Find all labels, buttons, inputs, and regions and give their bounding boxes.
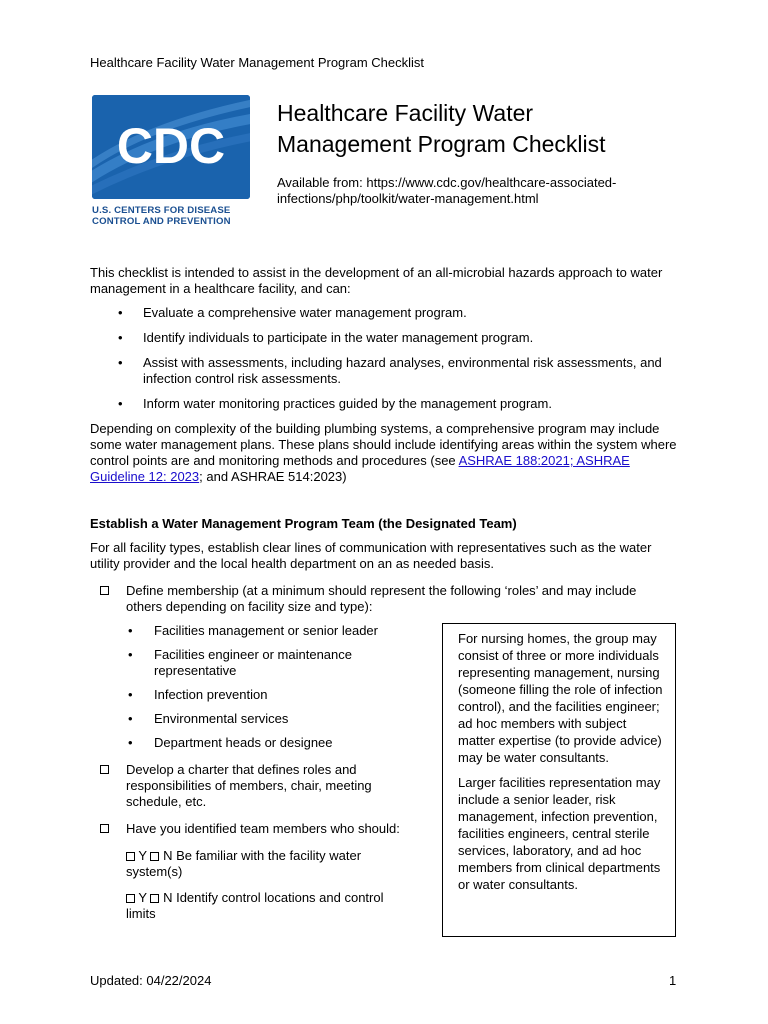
list-item: • Infection prevention: [128, 687, 268, 702]
list-item: • Department heads or designee: [128, 735, 333, 750]
available-line-1: Available from: https://www.cdc.gov/healthcare-associated-: [277, 175, 617, 190]
title-line-1: Healthcare Facility Water: [277, 100, 534, 126]
list-item: • Inform water monitoring practices guided by the management program.: [118, 396, 552, 411]
list-item: • Identify individuals to participate in the water management program.: [118, 330, 534, 345]
available-line-2: infections/php/toolkit/water-management.html: [277, 191, 539, 206]
logo-line-1: U.S. CENTERS FOR DISEASE: [92, 205, 231, 216]
section-heading: Establish a Water Management Program Team (the Designated Team): [90, 516, 517, 531]
yes-checkbox[interactable]: [126, 894, 135, 903]
cdc-logo-mark: [92, 95, 250, 199]
available-from: [277, 175, 697, 207]
note-box: [442, 623, 676, 937]
cdc-logo: [92, 95, 252, 227]
ashrae-link[interactable]: ASHRAE 188:2021; ASHRAE Guideline 12: 2023: [90, 453, 630, 484]
logo-line-2: CONTROL AND PREVENTION: [92, 216, 231, 227]
checkbox[interactable]: [100, 824, 109, 833]
note-larger-facilities: Larger facilities representation may include a senior leader, risk management, infection prevention, facilities engineers, central sterile services, laboratory, and ad hoc members from clinical departments or water consultants.: [458, 775, 661, 892]
document-title: [277, 98, 697, 160]
yes-no-item: Y N Be familiar with the facility water system(s): [126, 848, 362, 879]
roles-list: [128, 623, 428, 759]
checkbox[interactable]: [100, 586, 109, 595]
team-intro: For all facility types, establish clear lines of communication with representatives such as the water utility provider and the local health department on an as needed basis.: [90, 540, 652, 571]
no-checkbox[interactable]: [150, 852, 159, 861]
list-item: • Facilities management or senior leader: [128, 623, 378, 638]
yes-no-item: Y N Identify control locations and control limits: [126, 890, 384, 921]
page-number: 1: [669, 973, 677, 988]
note-nursing-homes: For nursing homes, the group may consist of three or more individuals representing management, nursing (someone filling the role of infection control), and the facilities engineer; ad hoc members with subject matter expertise (to provide advice) may be water consultants.: [458, 631, 663, 765]
cdc-wordmark: CDC: [116, 118, 226, 174]
checkbox[interactable]: [100, 765, 109, 774]
yes-checkbox[interactable]: [126, 852, 135, 861]
title-line-2: Management Program Checklist: [277, 131, 606, 157]
list-item: • Assist with assessments, including hazard analyses, environmental risk assessments, and infection control risk assessments.: [118, 355, 662, 386]
intro-paragraph: This checklist is intended to assist in the development of an all-microbial hazards approach to water management in a healthcare facility, and can:: [90, 265, 663, 296]
updated-date: Updated: 04/22/2024: [90, 973, 212, 988]
complexity-paragraph: Depending on complexity of the building plumbing systems, a comprehensive program may include some water management plans. These plans should include identifying areas within the system where control points are and monitoring methods and procedures (see ASHRAE 188:2021; ASHRAE Guideline 12: 2023; and ASHRAE 514:2023): [90, 421, 677, 484]
list-item: • Environmental services: [128, 711, 289, 726]
list-item: • Evaluate a comprehensive water management program.: [118, 305, 467, 320]
list-item: • Facilities engineer or maintenance representative: [128, 647, 352, 678]
running-header: Healthcare Facility Water Management Program Checklist: [90, 55, 425, 70]
purpose-list: [118, 305, 678, 421]
no-checkbox[interactable]: [150, 894, 159, 903]
